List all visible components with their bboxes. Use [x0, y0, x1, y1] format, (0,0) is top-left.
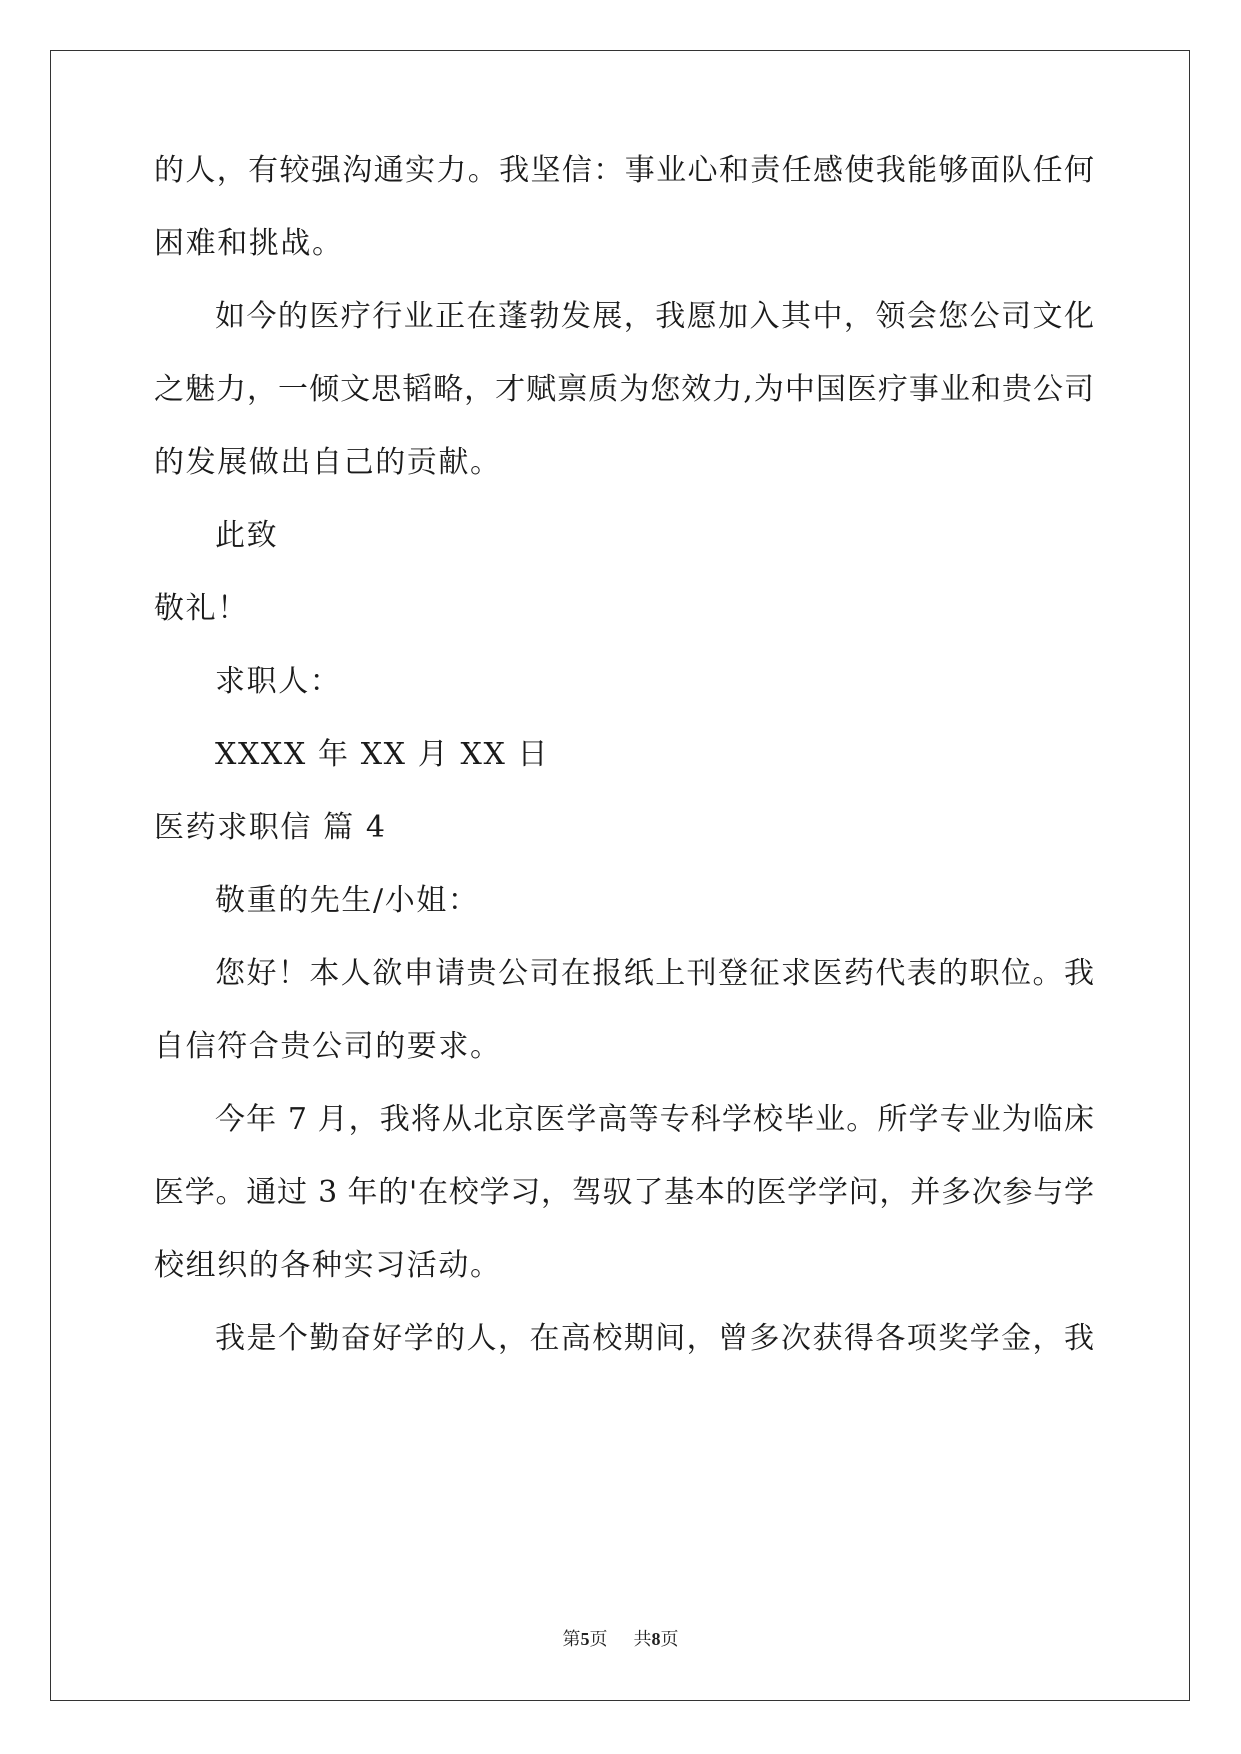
body-text-line: 的人，有较强沟通实力。我坚信：事业心和责任感使我能够面队任何: [154, 153, 1094, 188]
body-text-line: 您好！本人欲申请贵公司在报纸上刊登征求医药代表的职位。我: [215, 956, 1094, 991]
body-text-line: 之魅力，一倾文思韬略，才赋禀质为您效力,为中国医疗事业和贵公司: [154, 372, 1094, 407]
body-text-line: 的发展做出自己的贡献。: [154, 445, 502, 480]
total-prefix: 共: [633, 1629, 652, 1649]
signature-date: XXXX 年 XX 月 XX 日: [215, 737, 550, 772]
closing-salutation: 此致: [215, 518, 279, 553]
closing-regards: 敬礼！: [154, 591, 249, 626]
page-footer: [0, 1627, 1241, 1651]
current-page-number: 5: [580, 1629, 590, 1649]
total-suffix: 页: [660, 1629, 679, 1649]
body-text-line: 今年 7 月，我将从北京医学高等专科学校毕业。所学专业为临床: [215, 1102, 1094, 1137]
letter-greeting: 敬重的先生/小姐：: [215, 883, 480, 918]
body-text-line: 困难和挑战。: [154, 226, 344, 261]
body-text-line: 我是个勤奋好学的人，在高校期间，曾多次获得各项奖学金，我: [215, 1321, 1094, 1356]
body-text-line: 校组织的各种实习活动。: [154, 1248, 502, 1283]
total-pages-number: 8: [651, 1629, 661, 1649]
signature-label: 求职人：: [215, 664, 342, 699]
body-text-line: 医学。通过 3 年的'在校学习，驾驭了基本的医学学问，并多次参与学: [154, 1175, 1094, 1210]
section-heading: 医药求职信 篇 4: [154, 810, 387, 845]
page-word: 页: [589, 1629, 608, 1649]
page-prefix: 第: [562, 1629, 581, 1649]
body-text-line: 如今的医疗行业正在蓬勃发展，我愿加入其中，领会您公司文化: [215, 299, 1094, 334]
body-text-line: 自信符合贵公司的要求。: [154, 1029, 502, 1064]
